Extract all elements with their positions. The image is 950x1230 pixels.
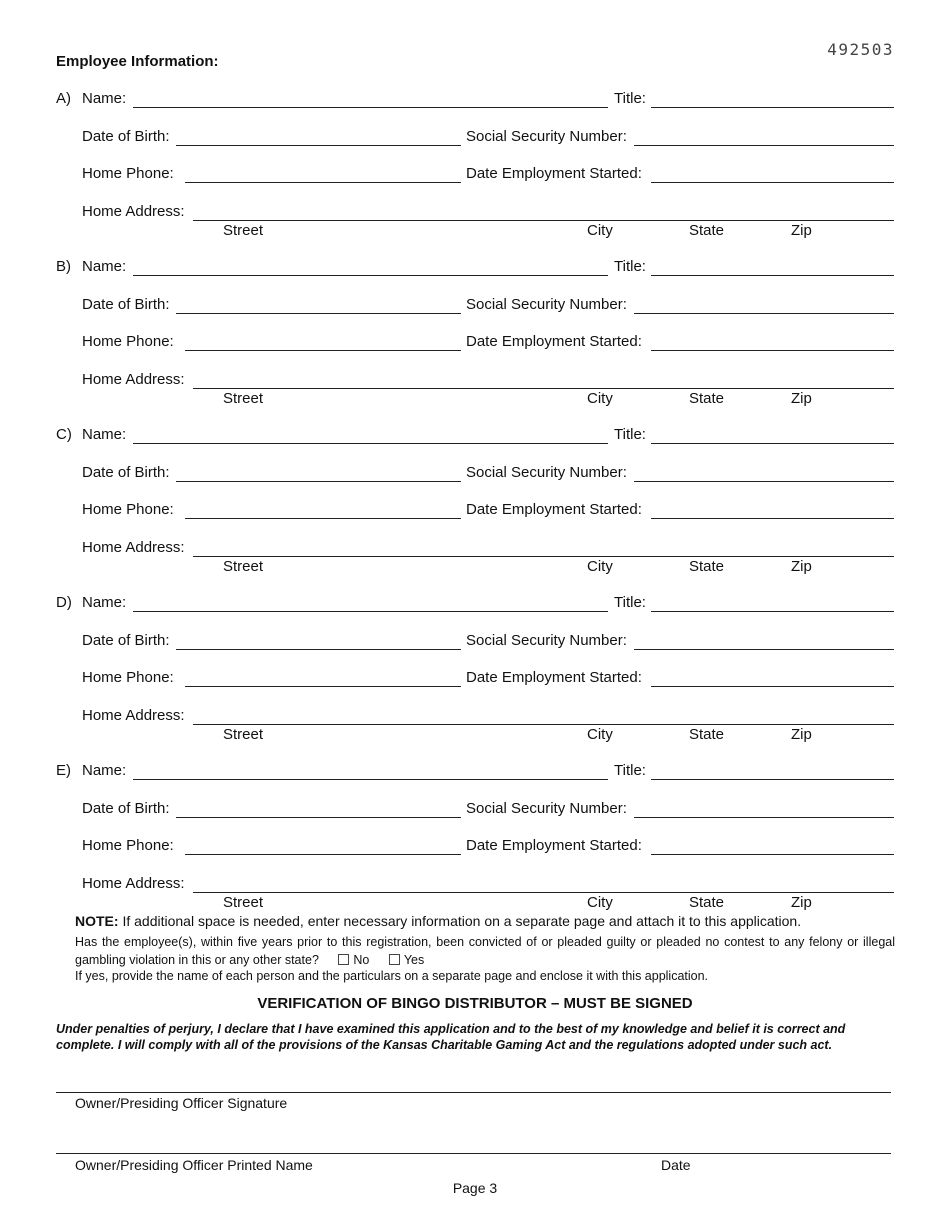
title-field[interactable] [651,107,894,108]
yes-checkbox[interactable] [389,954,400,965]
name-field[interactable] [133,611,608,612]
city-sublabel: City [587,725,613,743]
printed-name-line[interactable] [56,1153,891,1154]
ssn-label: Social Security Number: [466,799,627,817]
street-sublabel: Street [223,389,264,407]
zip-sublabel: Zip [791,221,812,239]
ssn-label: Social Security Number: [466,127,627,145]
name-field[interactable] [133,275,608,276]
home-address-label: Home Address: [82,538,185,556]
ssn-label: Social Security Number: [466,631,627,649]
name-field[interactable] [133,779,608,780]
employee-field-row [0,594,950,616]
verification-declaration: Under penalties of perjury, I declare that I have examined this application and to the best of my knowledge and belief it is correct and complete. I will comply with all of the provisions of the Kansas Charitable Gaming Act and the regulations adopted under such act. [56,1022,846,1052]
dob-field[interactable] [176,481,461,482]
home-phone-label: Home Phone: [82,333,174,350]
home-address-field[interactable] [193,556,894,557]
note [75,913,895,929]
street-sublabel: Street [223,893,264,911]
employee-field-row [0,90,950,112]
home-address-label: Home Address: [82,874,185,892]
employee-field-row [0,837,950,859]
employment-date-label: Date Employment Started: [466,333,642,350]
name-label: Name: [82,594,127,611]
home-address-label: Home Address: [82,706,185,724]
city-sublabel: City [587,221,613,239]
employee-letter: C) [56,426,72,443]
conviction-followup: If yes, provide the name of each person and the particulars on a separate page and enclose it with this application. [75,969,709,983]
home-phone-field[interactable] [185,686,461,687]
dob-label: Date of Birth: [82,631,170,649]
ssn-field[interactable] [634,817,894,818]
name-label: Name: [82,258,127,275]
street-sublabel: Street [223,725,264,743]
zip-sublabel: Zip [791,725,812,743]
title-label: Title: [614,90,646,107]
title-label: Title: [614,594,646,611]
state-sublabel: State [689,893,725,911]
employment-date-field[interactable] [651,182,894,183]
employment-date-field[interactable] [651,854,894,855]
note-label: NOTE: [75,913,119,929]
employee-field-row [0,426,950,448]
employment-date-field[interactable] [651,686,894,687]
note-text: If additional space is needed, enter necessary information on a separate page and attach it to this application. [122,913,802,929]
verification-heading: VERIFICATION OF BINGO DISTRIBUTOR – MUST BE SIGNED [257,995,693,1012]
home-address-label: Home Address: [82,202,185,220]
home-phone-field[interactable] [185,518,461,519]
home-address-label: Home Address: [82,370,185,388]
dob-field[interactable] [176,817,461,818]
dob-label: Date of Birth: [82,799,170,817]
title-field[interactable] [651,275,894,276]
city-sublabel: City [587,557,613,575]
city-sublabel: City [587,893,613,911]
home-address-field[interactable] [193,892,894,893]
employee-field-row [0,165,950,187]
dob-field[interactable] [176,145,461,146]
home-address-field[interactable] [193,220,894,221]
title-label: Title: [614,258,646,275]
conviction-question [75,933,895,969]
home-phone-field[interactable] [185,350,461,351]
home-phone-label: Home Phone: [82,501,174,518]
employee-field-row [0,333,950,355]
state-sublabel: State [689,725,725,743]
no-option-label: No [353,953,370,967]
title-label: Title: [614,426,646,443]
conviction-question-text: Has the employee(s), within five years prior to this registration, been convicted of or pleaded guilty or pleaded no contest to any felony or illegal gambling violation in this or any other state? [75,935,895,967]
employee-field-row [0,128,950,150]
ssn-field[interactable] [634,145,894,146]
home-phone-label: Home Phone: [82,165,174,182]
state-sublabel: State [689,557,725,575]
employment-date-label: Date Employment Started: [466,837,642,854]
zip-sublabel: Zip [791,557,812,575]
title-field[interactable] [651,779,894,780]
section-title: Employee Information: [56,53,219,70]
name-label: Name: [82,90,127,107]
employee-field-row [0,464,950,486]
title-field[interactable] [651,611,894,612]
home-address-field[interactable] [193,388,894,389]
ssn-field[interactable] [634,481,894,482]
name-field[interactable] [133,107,608,108]
dob-field[interactable] [176,313,461,314]
dob-label: Date of Birth: [82,463,170,481]
employee-letter: B) [56,258,71,275]
yes-option-label: Yes [403,953,425,967]
printed-name-label: Owner/Presiding Officer Printed Name [75,1157,313,1173]
dob-field[interactable] [176,649,461,650]
name-label: Name: [82,426,127,443]
employee-field-row [0,296,950,318]
ssn-field[interactable] [634,313,894,314]
name-label: Name: [82,762,127,779]
home-phone-label: Home Phone: [82,837,174,854]
employment-date-field[interactable] [651,350,894,351]
page-number: Page 3 [452,1180,498,1196]
employment-date-label: Date Employment Started: [466,165,642,182]
employee-letter: D) [56,594,72,611]
home-phone-label: Home Phone: [82,669,174,686]
employment-date-label: Date Employment Started: [466,669,642,686]
employee-field-row [0,762,950,784]
document-id: 492503 [827,40,894,59]
name-field[interactable] [133,443,608,444]
title-field[interactable] [651,443,894,444]
date-label: Date [661,1157,691,1173]
street-sublabel: Street [223,557,264,575]
dob-label: Date of Birth: [82,127,170,145]
no-checkbox[interactable] [338,954,349,965]
title-label: Title: [614,762,646,779]
zip-sublabel: Zip [791,893,812,911]
signature-line[interactable] [56,1092,891,1093]
employee-letter: E) [56,762,71,779]
signature-label: Owner/Presiding Officer Signature [75,1095,288,1111]
home-address-field[interactable] [193,724,894,725]
state-sublabel: State [689,389,725,407]
employee-letter: A) [56,90,71,107]
city-sublabel: City [587,389,613,407]
employment-date-field[interactable] [651,518,894,519]
state-sublabel: State [689,221,725,239]
ssn-label: Social Security Number: [466,463,627,481]
employee-field-row [0,258,950,280]
ssn-field[interactable] [634,649,894,650]
ssn-label: Social Security Number: [466,295,627,313]
employee-field-row [0,632,950,654]
employment-date-label: Date Employment Started: [466,501,642,518]
dob-label: Date of Birth: [82,295,170,313]
employee-field-row [0,669,950,691]
employee-field-row [0,501,950,523]
home-phone-field[interactable] [185,182,461,183]
employee-field-row [0,800,950,822]
zip-sublabel: Zip [791,389,812,407]
street-sublabel: Street [223,221,264,239]
home-phone-field[interactable] [185,854,461,855]
